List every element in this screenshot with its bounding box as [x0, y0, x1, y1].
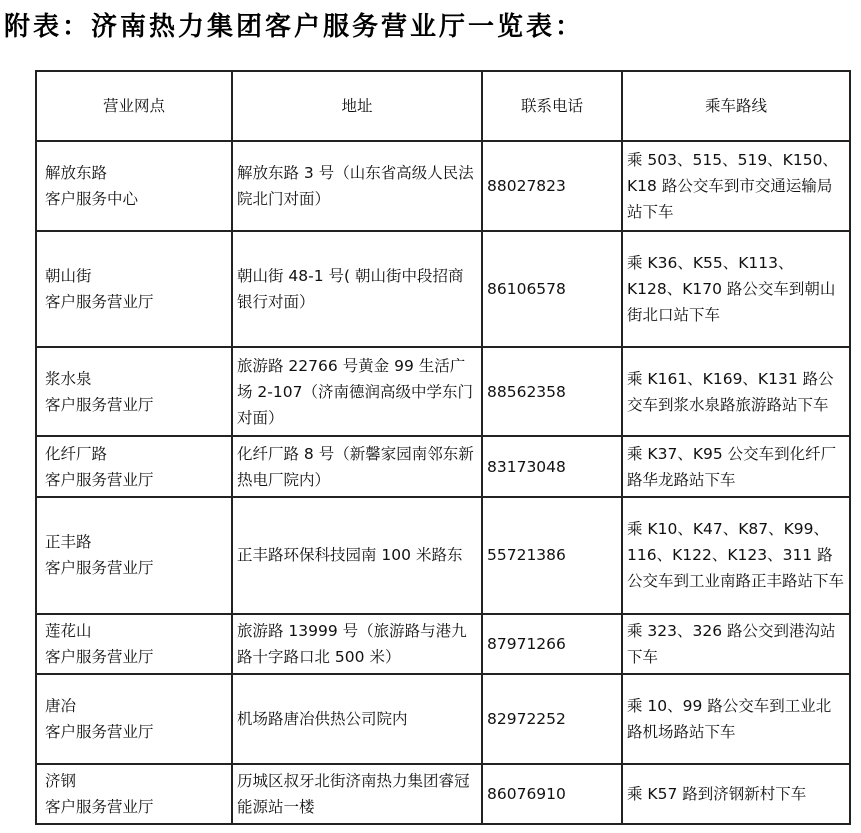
header-route: 乘车路线 [622, 71, 850, 141]
branch-name: 朝山街 [45, 266, 92, 285]
route-cell: 乘 10、99 路公交车到工业北路机场路站下车 [622, 674, 850, 763]
route-cell: 乘 K37、K95 公交车到化纤厂路华龙路站下车 [622, 436, 850, 496]
table-row [36, 141, 850, 230]
table-row [36, 231, 850, 347]
branch-name: 正丰路 [45, 533, 92, 552]
address-cell: 旅游路 22766 号黄金 99 生活广场 2-107（济南德润高级中学东门对面） [232, 347, 482, 436]
branch-name: 解放东路 [45, 163, 108, 182]
address-cell: 朝山街 48-1 号( 朝山街中段招商银行对面） [232, 231, 482, 347]
table-row [36, 436, 850, 496]
branch-name: 莲花山 [45, 622, 92, 641]
table-header-row [36, 71, 850, 141]
branch-name: 唐冶 [45, 697, 77, 715]
header-phone: 联系电话 [482, 71, 622, 141]
address-cell: 旅游路 13999 号（旅游路与港九路十字路口北 500 米） [232, 614, 482, 674]
route-cell: 乘 503、515、519、K150、K18 路公交车到市交通运输局站下车 [622, 141, 850, 230]
branch-cell [36, 436, 232, 496]
phone-cell: 88027823 [482, 141, 622, 230]
page-title: 附表：济南热力集团客户服务营业厅一览表： [4, 12, 585, 42]
route-cell: 乘 K10、K47、K87、K99、116、K122、K123、311 路公交车到工业南路正丰路站下车 [622, 497, 850, 614]
phone-cell: 87971266 [482, 614, 622, 674]
header-branch: 营业网点 [36, 71, 232, 141]
address-cell: 历城区叔牙北街济南热力集团睿冠能源站一楼 [232, 764, 482, 824]
branch-type: 客户服务营业厅 [45, 797, 154, 816]
branch-name: 浆水泉 [45, 369, 92, 388]
header-address: 地址 [232, 71, 482, 141]
address-cell: 机场路唐冶供热公司院内 [232, 674, 482, 763]
route-cell: 乘 K161、K169、K131 路公交车到浆水泉路旅游路站下车 [622, 347, 850, 436]
branch-type: 客户服务营业厅 [45, 470, 154, 489]
branch-cell [36, 614, 232, 674]
table-row [36, 347, 850, 436]
address-cell: 化纤厂路 8 号（新馨家园南邻东新热电厂院内） [232, 436, 482, 496]
route-cell: 乘 323、326 路公交到港沟站下车 [622, 614, 850, 674]
phone-cell: 83173048 [482, 436, 622, 496]
phone-cell: 86076910 [482, 764, 622, 824]
branch-type: 客户服务营业厅 [45, 723, 154, 741]
branch-type: 客户服务营业厅 [45, 292, 154, 311]
branch-type: 客户服务营业厅 [45, 395, 154, 414]
address-cell: 解放东路 3 号（山东省高级人民法院北门对面） [232, 141, 482, 230]
service-hall-table [35, 70, 851, 825]
branch-type: 客户服务营业厅 [45, 648, 154, 667]
phone-cell: 55721386 [482, 497, 622, 614]
table-row [36, 614, 850, 674]
branch-name: 化纤厂路 [45, 444, 108, 463]
branch-cell [36, 674, 232, 763]
branch-cell [36, 497, 232, 614]
phone-cell: 82972252 [482, 674, 622, 763]
address-cell: 正丰路环保科技园南 100 米路东 [232, 497, 482, 614]
branch-cell [36, 141, 232, 230]
table-row [36, 497, 850, 614]
route-cell: 乘 K36、K55、K113、K128、K170 路公交车到朝山街北口站下车 [622, 231, 850, 347]
phone-cell: 86106578 [482, 231, 622, 347]
table-row [36, 674, 850, 763]
branch-cell [36, 231, 232, 347]
table-row [36, 764, 850, 824]
branch-cell [36, 347, 232, 436]
branch-name: 济钢 [45, 771, 77, 790]
branch-type: 客户服务营业厅 [45, 559, 154, 578]
branch-cell [36, 764, 232, 824]
phone-cell: 88562358 [482, 347, 622, 436]
route-cell: 乘 K57 路到济钢新村下车 [622, 764, 850, 824]
branch-type: 客户服务中心 [45, 189, 139, 208]
